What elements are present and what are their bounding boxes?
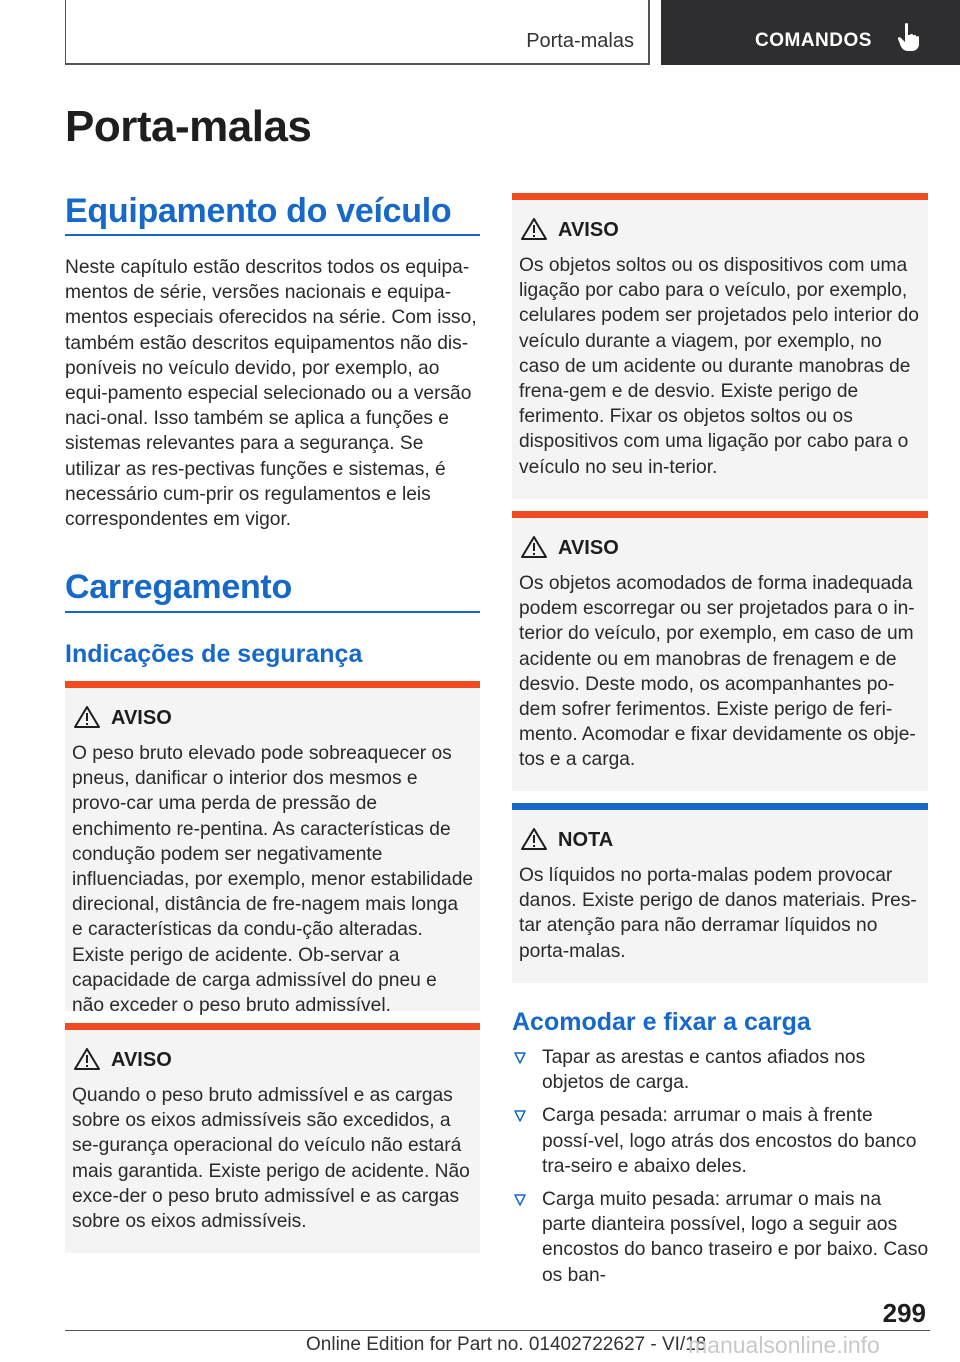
list-item	[512, 1187, 930, 1288]
warning-box	[512, 193, 928, 499]
list-item-text: Carga pesada: arrumar o mais à frente possí-vel, logo atrás dos encostos do banco tra-seiro e abaixo deles.	[542, 1105, 917, 1177]
page-number: 299	[882, 1298, 926, 1328]
list-item-text: Carga muito pesada: arrumar o mais na parte dianteira possível, logo a seguir aos encostos do banco traseiro e por baixo. Caso os ban-	[542, 1189, 929, 1286]
load-instructions-list	[512, 1045, 930, 1296]
section-rule	[65, 611, 480, 613]
warning-box	[65, 681, 480, 1017]
warning-text: Os objetos soltos ou os dispositivos com uma ligação por cabo para o veículo, por exemplo, celulares podem ser projetados pelo interior do veículo durante a viagem, por exemplo, no caso de um acidente ou durante manobras de frena-gem e de desvio. Existe perigo de ferimento. Fixar os objetos soltos ou os dispositivos com uma ligação por cabo para o veículo no seu in-terior.	[519, 255, 919, 478]
header-chapter-tab[interactable]	[661, 0, 960, 65]
warning-text: Quando o peso bruto admissível e as cargas sobre os eixos admissíveis são excedidos, a se-gurança operacional do veículo não estará mais garantida. Existe perigo de acidente. Não exce-der o peso bruto admissível e as cargas sobre os eixos admissíveis.	[72, 1085, 470, 1233]
footer-rule	[65, 1330, 930, 1331]
warning-bar	[65, 1023, 480, 1030]
warning-text: Os objetos acomodados de forma inadequada podem escorregar ou ser projetados para o in-terior do veículo, por exemplo, em caso de um acidente ou em manobras de frenagem e de desvio. Deste modo, os acompanhantes po-dem sofrer ferimentos. Existe perigo de feri-mento. Acomodar e fixar devidamente os obje-tos e a carga.	[519, 573, 916, 771]
warning-bar	[512, 511, 928, 518]
list-item	[512, 1045, 930, 1095]
warning-triangle-icon	[520, 535, 548, 559]
section-title-loading: Carregamento	[65, 568, 292, 606]
equipment-paragraph: Neste capítulo estão descritos todos os equipa-mentos de série, versões nacionais e equipa-mentos especiais oferecidos na série. Com isso, também estão descritos equipamentos não dis-poníveis no veículo devido, por exemplo, ao equi-pamento especial selecionado ou a versão naci-onal. Isso também se aplica a funções e sistemas relevantes para a segurança. Se utilizar as res-pectivas funções e sistemas, é necessário cum-prir os regulamentos e leis correspondentes em vigor.	[65, 257, 477, 531]
list-item	[512, 1103, 930, 1179]
watermark: manualsonline.info	[688, 1332, 880, 1358]
warning-triangle-icon	[520, 217, 548, 241]
warning-label: AVISO	[558, 219, 619, 241]
section-rule	[65, 234, 480, 236]
header-section-title: Porta-malas	[526, 30, 634, 52]
subsection-title-safety: Indicações de segurança	[65, 640, 363, 668]
warning-box	[512, 511, 928, 791]
note-bar	[512, 803, 928, 810]
bullet-triangle-icon	[514, 1194, 526, 1206]
warning-bar	[65, 681, 480, 688]
warning-triangle-icon	[520, 827, 548, 851]
list-item-text: Tapar as arestas e cantos afiados nos objetos de carga.	[542, 1047, 866, 1094]
note-box	[512, 803, 928, 983]
header-divider	[648, 0, 650, 65]
note-text: Os líquidos no porta-malas podem provocar danos. Existe perigo de danos materiais. Pres-tar atenção para não derramar líquidos no porta-malas.	[519, 865, 917, 962]
bullet-triangle-icon	[514, 1052, 526, 1064]
warning-triangle-icon	[73, 1047, 101, 1071]
chapter-tab-label: COMANDOS	[755, 30, 872, 51]
page-title: Porta-malas	[65, 102, 312, 151]
warning-label: AVISO	[111, 707, 172, 729]
warning-label: AVISO	[111, 1049, 172, 1071]
header-rule	[65, 63, 650, 65]
pointing-hand-icon	[897, 22, 921, 52]
bullet-triangle-icon	[514, 1110, 526, 1122]
section-title-equipment: Equipamento do veículo	[65, 192, 452, 230]
warning-bar	[512, 193, 928, 200]
warning-box	[65, 1023, 480, 1253]
header-left-line	[65, 0, 66, 64]
footer-edition: Online Edition for Part no. 01402722627 - VI/18	[306, 1334, 707, 1355]
subsection-title-secure-load: Acomodar e fixar a carga	[512, 1008, 811, 1036]
warning-label: AVISO	[558, 537, 619, 559]
note-label: NOTA	[558, 829, 614, 851]
warning-text: O peso bruto elevado pode sobreaquecer os pneus, danificar o interior dos mesmos e provo-car uma perda de pressão de enchimento re-pentina. As características de condução podem ser negativamente influenciadas, por exemplo, menor estabilidade direcional, distância de fre-nagem mais longa e características da condu-ção alteradas. Existe perigo de acidente. Ob-servar a capacidade de carga admissível do pneu e não exceder o peso bruto admissível.	[72, 743, 474, 1017]
warning-triangle-icon	[73, 705, 101, 729]
